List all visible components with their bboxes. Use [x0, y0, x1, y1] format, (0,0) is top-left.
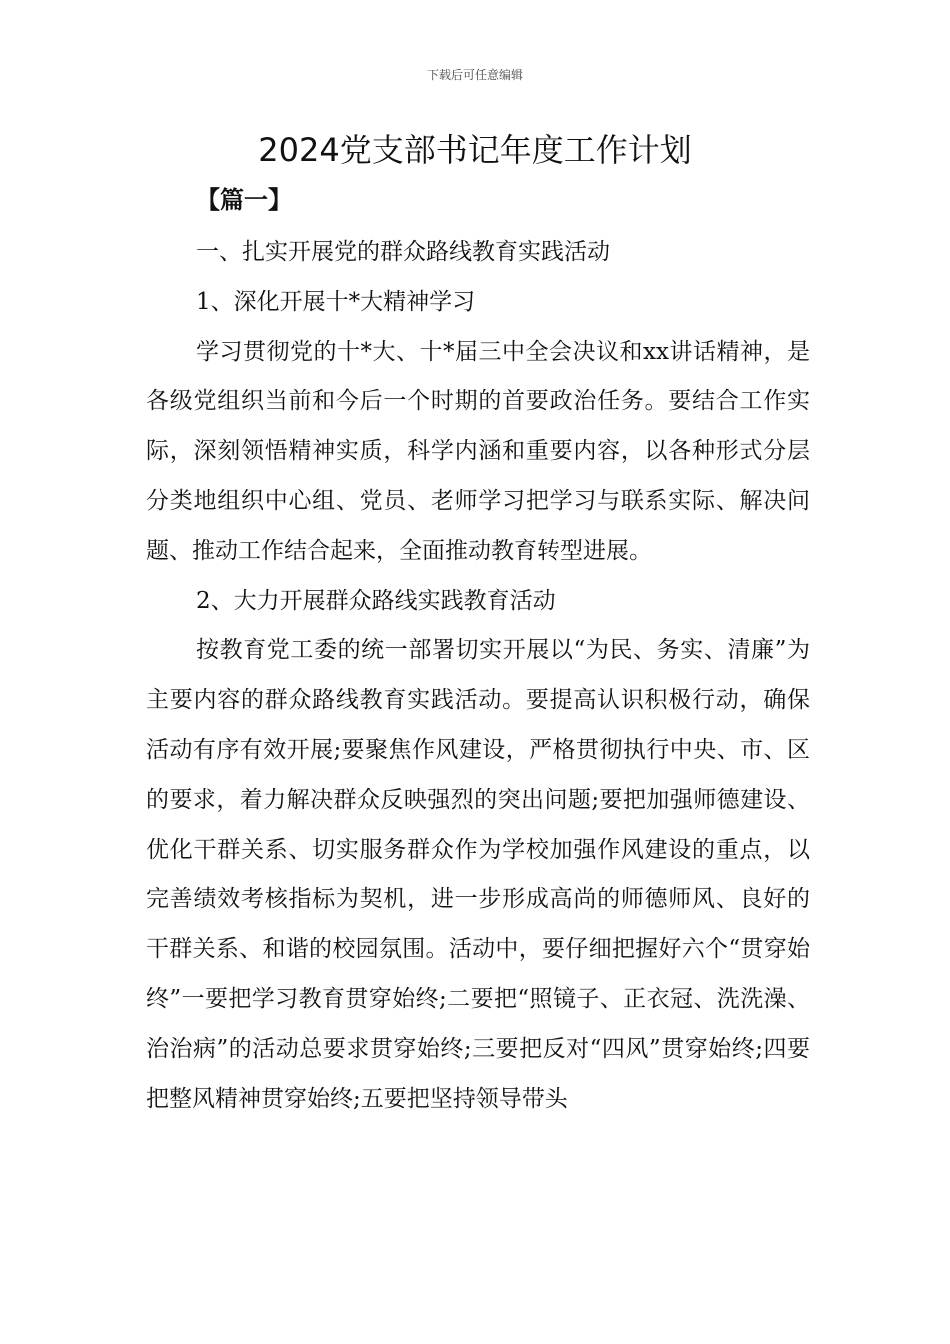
section-tag: 【篇一】 — [196, 186, 292, 214]
page-header: 下载后可任意编辑 — [426, 68, 523, 82]
document-body — [146, 228, 810, 1124]
heading-level-1: 一、扎实开展党的群众路线教育实践活动 — [196, 239, 610, 265]
document-title: 2024党支部书记年度工作计划 — [258, 131, 692, 169]
heading-level-2: 2、大力开展群众路线实践教育活动 — [196, 587, 556, 614]
heading-level-2: 1、深化开展十*大精神学习 — [196, 288, 476, 315]
body-paragraph: 按教育党工委的统一部署切实开展以“为民、务实、清廉”为主要内容的群众路线教育实践活动。要提高认识积极行动，确保活动有序有效开展;要聚焦作风建设，严格贯彻执行中央、市、区的要求，着力解决群众反映强烈的突出问题;要把加强师德建设、优化干群关系、切实服务群众作为学校加强作风建设的重点，以完善绩效考核指标为契机，进一步形成高尚的师德师风、良好的干群关系、和谐的校园氛围。活动中，要仔细把握好六个“贯穿始终”一要把学习教育贯穿始终;二要把“照镜子、正衣冠、洗洗澡、治治病”的活动总要求贯穿始终;三要把反对“四风”贯穿始终;四要把整风精神贯穿始终;五要把坚持领导带头 — [146, 637, 810, 1112]
body-paragraph: 学习贯彻党的十*大、十*届三中全会决议和xx讲话精神，是各级党组织当前和今后一个时期的首要政治任务。要结合工作实际，深刻领悟精神实质，科学内涵和重要内容，以各种形式分层分类地组织中心组、党员、老师学习把学习与联系实际、解决问题、推动工作结合起来，全面推动教育转型进展。 — [146, 338, 810, 564]
